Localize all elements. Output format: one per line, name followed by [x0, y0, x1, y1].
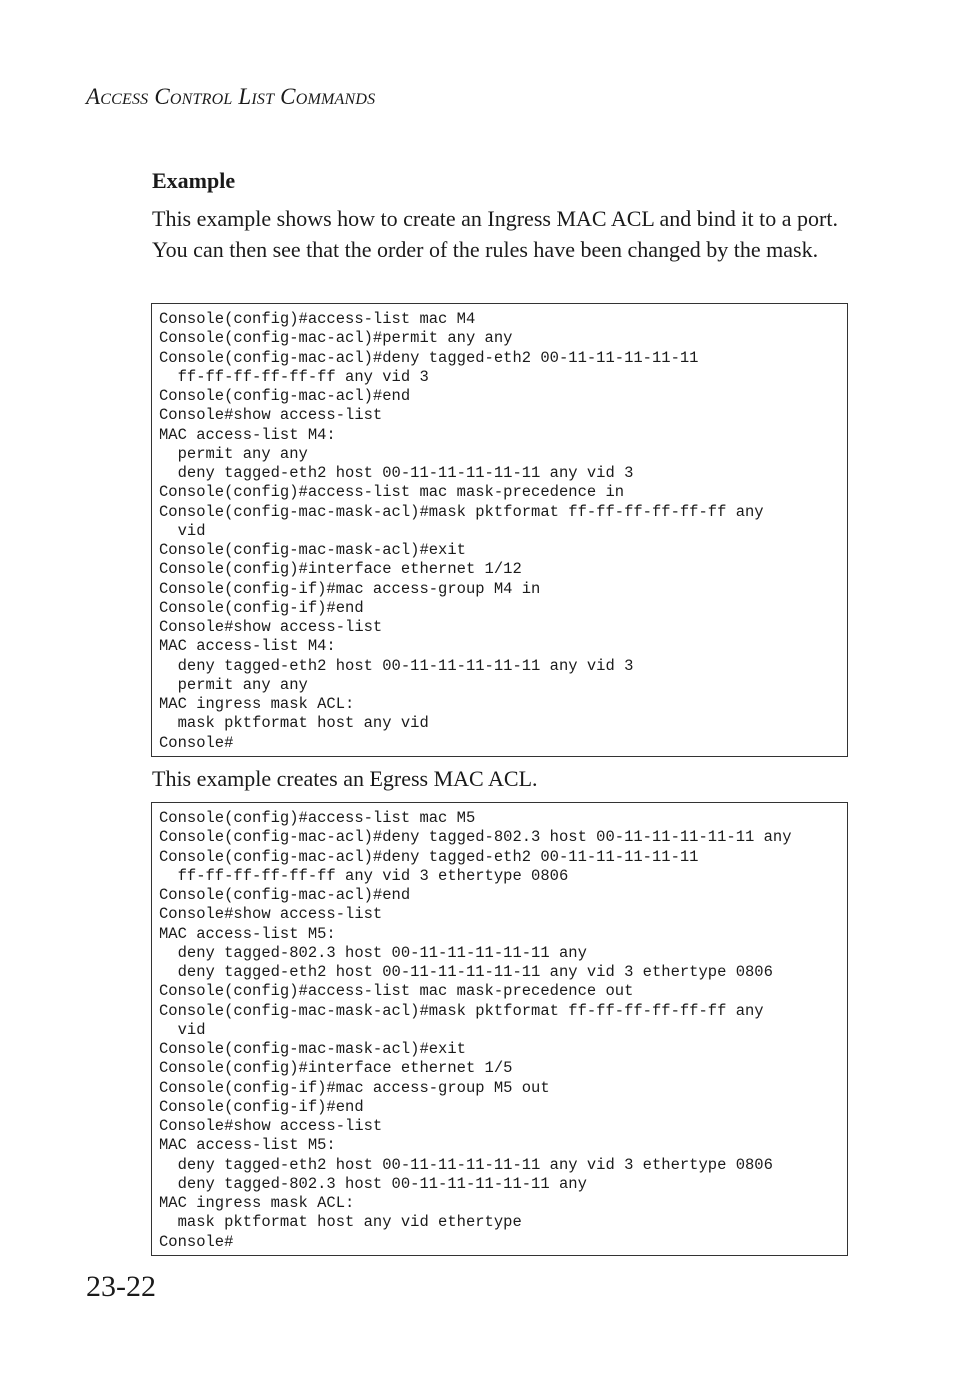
running-head	[86, 84, 375, 110]
intro-paragraph: This example shows how to create an Ingress MAC ACL and bind it to a port. You can then see that the order of the rules have been changed by the mask.	[152, 206, 838, 262]
running-head-word-4: COMMANDS	[280, 84, 376, 109]
code-block: Console(config)#access-list mac M5 Console(config-mac-acl)#deny tagged-802.3 host 00-11-11-11-11-11 any Console(config-mac-acl)#deny tagged-eth2 00-11-11-11-11-11 ff-ff-ff-ff-ff-ff any vid 3 ethertype 0806 Console(config-mac-acl)#end Console#show access-list MAC access-list M5: deny tagged-802.3 host 00-11-11-11-11-11 any deny tagged-eth2 host 00-11-11-11-11-11 any vid 3 ethertype 0806 Console(config)#access-list mac mask-precedence out Console(config-mac-mask-acl)#mask pktformat ff-ff-ff-ff-ff-ff any vid Console(config-mac-mask-acl)#exit Console(config)#interface ethernet 1/5 Console(config-if)#mac access-group M5 out Console(config-if)#end Console#show access-list MAC access-list M5: deny tagged-eth2 host 00-11-11-11-11-11 any vid 3 ethertype 0806 deny tagged-802.3 host 00-11-11-11-11-11 any MAC ingress mask ACL: mask pktformat host any vid ethertype Console#	[159, 809, 792, 1251]
running-head-word-1: ACCESS	[86, 84, 149, 109]
running-head-word-2: CONTROL	[154, 84, 233, 109]
egress-paragraph: This example creates an Egress MAC ACL.	[152, 766, 538, 791]
code-block: Console(config)#access-list mac M4 Console(config-mac-acl)#permit any any Console(config-mac-acl)#deny tagged-eth2 00-11-11-11-11-11 ff-ff-ff-ff-ff-ff any vid 3 Console(config-mac-acl)#end Console#show access-list MAC access-list M4: permit any any deny tagged-eth2 host 00-11-11-11-11-11 any vid 3 Console(config)#access-list mac mask-precedence in Console(config-mac-mask-acl)#mask pktformat ff-ff-ff-ff-ff-ff any vid Console(config-mac-mask-acl)#exit Console(config)#interface ethernet 1/12 Console(config-if)#mac access-group M4 in Console(config-if)#end Console#show access-list MAC access-list M4: deny tagged-eth2 host 00-11-11-11-11-11 any vid 3 permit any any MAC ingress mask ACL: mask pktformat host any vid Console#	[159, 310, 764, 752]
section-heading: Example	[152, 168, 236, 193]
running-head-word-3: LIST	[238, 84, 275, 109]
page-number: 23-22	[86, 1270, 156, 1303]
code-example-egress	[151, 802, 848, 1256]
code-example-ingress	[151, 303, 848, 757]
